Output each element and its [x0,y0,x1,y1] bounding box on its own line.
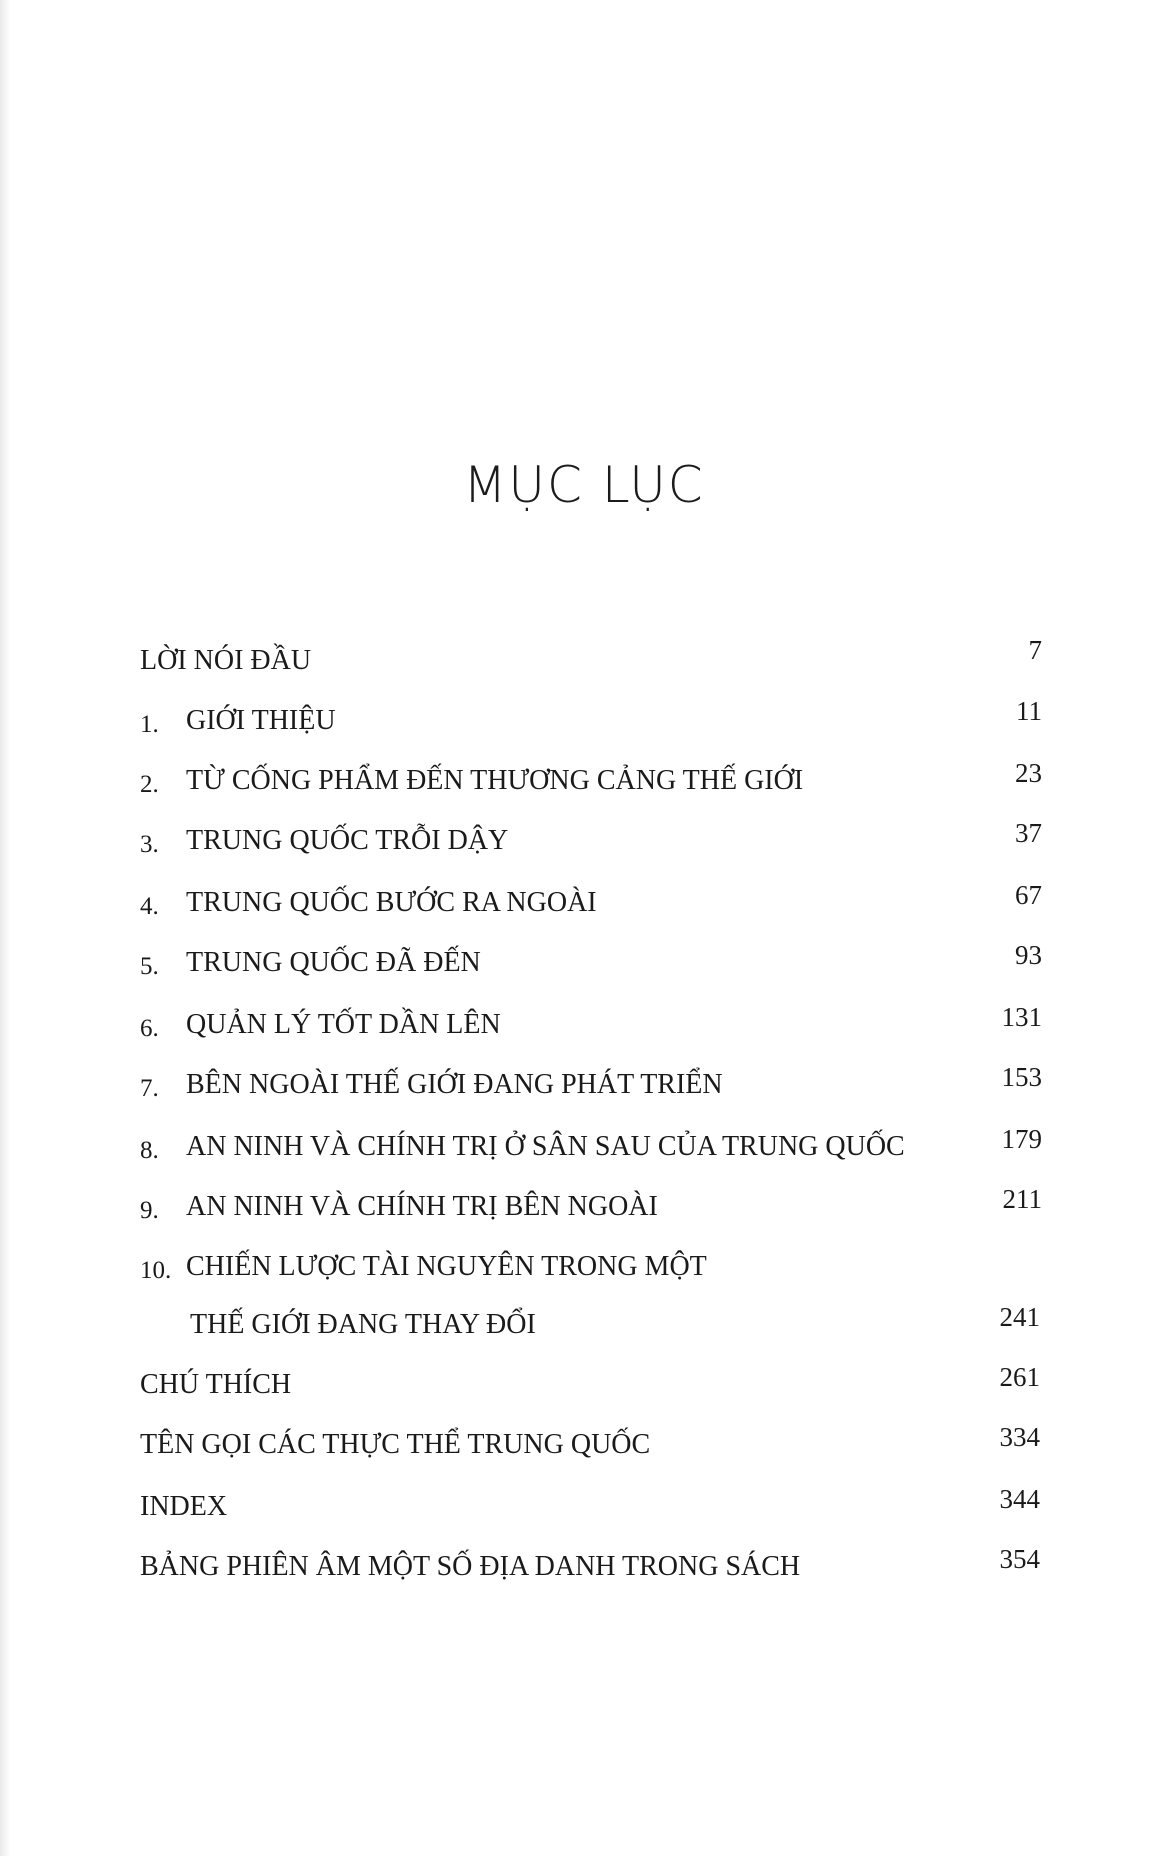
toc-chapter-4-page: 67 [1015,880,1042,910]
toc-chapter-8-title: AN NINH VÀ CHÍNH TRỊ Ở SÂN SAU CỦA TRUNG QUỐC [186,1131,905,1162]
toc-chapter-1-title: GIỚI THIỆU [186,705,336,736]
toc-backmatter-placenames-page: 354 [999,1544,1040,1574]
toc-chapter-6-title: QUẢN LÝ TỐT DẦN LÊN [186,1009,501,1040]
toc-chapter-2-page: 23 [1015,758,1042,788]
toc-chapter-2-number: 2. [140,771,159,798]
toc-chapter-9-page: 211 [1002,1184,1042,1214]
toc-chapter-1-number: 1. [140,711,159,738]
toc-chapter-9-number: 9. [140,1197,159,1224]
toc-chapter-8-number: 8. [140,1137,159,1164]
toc-chapter-10-title-line1: CHIẾN LƯỢC TÀI NGUYÊN TRONG MỘT [186,1251,707,1282]
page-title: MỤC LỤC [463,456,705,514]
toc-backmatter-notes-page: 261 [999,1362,1040,1392]
toc-chapter-6-page: 131 [1001,1002,1042,1032]
toc-chapter-6-number: 6. [140,1015,159,1042]
toc-entry-preface-page: 7 [1028,635,1042,665]
toc-backmatter-notes-title: CHÚ THÍCH [140,1369,292,1400]
toc-entry-preface-title: LỜI NÓI ĐẦU [140,645,312,676]
toc-chapter-3-title: TRUNG QUỐC TRỖI DẬY [186,825,509,856]
toc-chapter-3-page: 37 [1015,818,1042,848]
toc-chapter-4-number: 4. [140,893,159,920]
toc-chapter-10-number: 10. [140,1257,172,1284]
toc-backmatter-entities-page: 334 [999,1422,1040,1452]
toc-chapter-5-title: TRUNG QUỐC ĐÃ ĐẾN [186,947,481,978]
toc-chapter-9-title: AN NINH VÀ CHÍNH TRỊ BÊN NGOÀI [186,1191,658,1222]
toc-chapter-5-number: 5. [140,953,159,980]
toc-backmatter-placenames-title: BẢNG PHIÊN ÂM MỘT SỐ ĐỊA DANH TRONG SÁCH [140,1551,801,1582]
toc-chapter-2-title: TỪ CỐNG PHẨM ĐẾN THƯƠNG CẢNG THẾ GIỚI [186,765,804,796]
toc-chapter-5-page: 93 [1015,940,1042,970]
toc-chapter-10-page: 241 [999,1302,1040,1332]
toc-backmatter-index-title: INDEX [140,1491,228,1522]
toc-chapter-7-title: BÊN NGOÀI THẾ GIỚI ĐANG PHÁT TRIỂN [186,1069,723,1100]
toc-chapter-1-page: 11 [1016,696,1042,726]
toc-chapter-10-title-line2: THẾ GIỚI ĐANG THAY ĐỔI [190,1309,536,1340]
toc-chapter-7-page: 153 [1001,1062,1042,1092]
toc-backmatter-index-page: 344 [999,1484,1040,1514]
toc-chapter-8-page: 179 [1001,1124,1042,1154]
toc-chapter-3-number: 3. [140,831,159,858]
toc-chapter-4-title: TRUNG QUỐC BƯỚC RA NGOÀI [186,887,597,918]
toc-chapter-7-number: 7. [140,1075,159,1102]
page-edge-shadow [0,0,10,1856]
toc-backmatter-entities-title: TÊN GỌI CÁC THỰC THỂ TRUNG QUỐC [140,1429,651,1460]
